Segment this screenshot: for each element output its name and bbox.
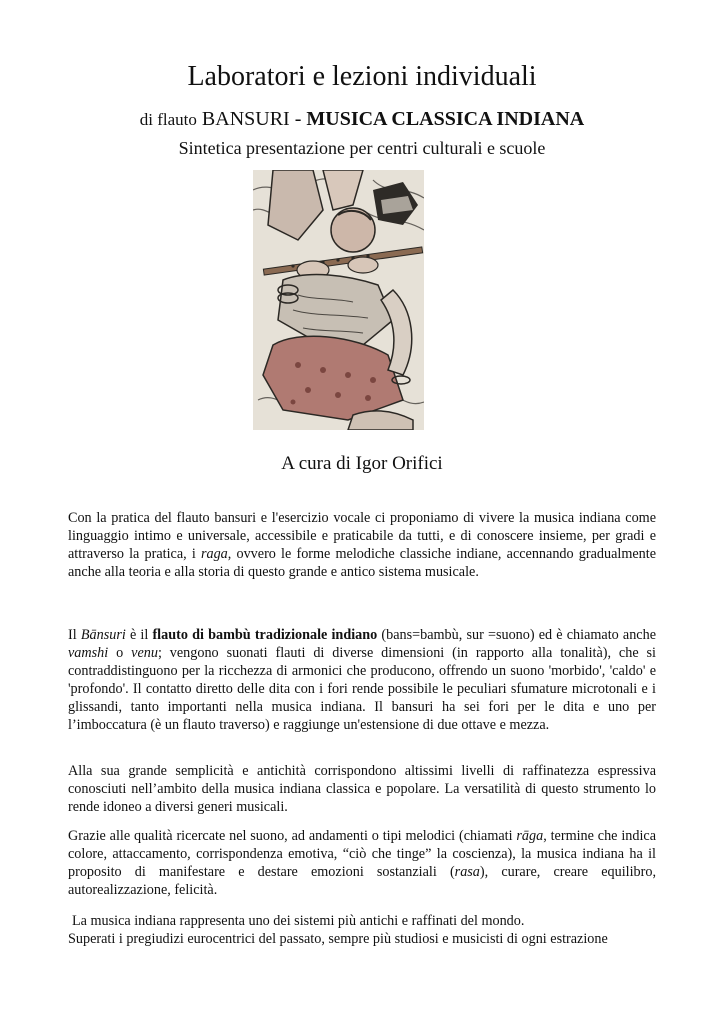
page-title: Laboratori e lezioni individuali <box>187 61 537 92</box>
subtitle-prefix: di flauto <box>139 110 197 129</box>
text-span: Grazie alle qualità ricercate nel suono, ad andamenti o tipi melodici (chiamati <box>68 828 517 844</box>
text-span: o <box>108 645 132 661</box>
text-span: (bans=bambù, sur =suono) ed è chiamato anche <box>377 627 656 643</box>
krishna-painting-image <box>253 170 424 430</box>
raga-term: rāga <box>516 828 544 844</box>
bansuri-term: Bānsuri <box>80 627 126 643</box>
venu-term: venu <box>131 645 158 661</box>
subtitle-genre: MUSICA CLASSICA INDIANA <box>306 108 585 130</box>
rasa-term: rasa <box>454 864 480 880</box>
subtitle-dash: - <box>289 108 307 130</box>
tagline: Sintetica presentazione per centri culturali e scuole <box>178 138 546 158</box>
subtitle-instrument: BANSURI <box>201 108 290 130</box>
text-span: , ovvero le forme melodiche classiche indiane, accennando gradualmente anche alla teoria e alla storia di questo grande e antico sistema musicale. <box>68 546 656 580</box>
raga-paragraph <box>68 827 656 899</box>
text-span: ; vengono suonati flauti di diverse dimensioni (in rapporto alla tonalità), che si contraddistinguono per la ricchezza di armonici che producono, offrendo un suono 'morbido', 'caldo' e 'profondo'. Il contatto diretto delle dita con i fori rende possibile le peculiari sfumature microtonali e i glissandi, tanto importanti nella musica indiana. Il bansuri ha sei fori per le dita e uno per l’imboccatura (è un flauto traverso) e raggiunge un'estensione di due ottave e mezza. <box>68 645 657 733</box>
history-line-2: Superati i pregiudizi eurocentrici del passato, sempre più studiosi e musicisti di ogni estrazione <box>68 931 608 947</box>
text-span: ), curare, creare equilibro, autorealizzazione, felicità. <box>68 864 656 898</box>
text-span: Il <box>68 627 81 643</box>
flute-definition: flauto di bambù tradizionale indiano <box>152 627 378 643</box>
text-span: è il <box>125 627 153 643</box>
simplicity-paragraph: Alla sua grande semplicità e antichità corrispondono altissimi livelli di raffinatezza espressiva conosciuti nell’ambito della musica indiana classica e popolare. La versatilità di questo strumento lo rende idoneo a diversi generi musicali. <box>68 763 656 815</box>
author-credit: A cura di Igor Orifici <box>281 453 443 474</box>
text-span: Con la pratica del flauto bansuri e l'esercizio vocale ci proponiamo di vivere la musica indiana come linguaggio intimo e universale, accessibile e praticabile da tutti, e di conoscere insieme, per gradi e attraverso la pratica, i <box>68 510 656 562</box>
history-line-1: La musica indiana rappresenta uno dei sistemi più antichi e raffinati del mondo. <box>72 913 525 929</box>
vamshi-term: vamshi <box>68 645 109 661</box>
text-span: , termine che indica colore, attaccamento, corrispondenza emotiva, “ciò che tinge” la coscienza), la musica indiana ha il proposito di manifestare e destare emozioni sostanziali ( <box>68 828 656 880</box>
flute-player-illustration <box>253 170 424 430</box>
history-paragraph <box>68 912 656 948</box>
raga-term: raga <box>200 546 228 562</box>
intro-paragraph <box>68 509 656 581</box>
bansuri-paragraph <box>68 626 656 734</box>
page-subtitle <box>0 106 724 133</box>
